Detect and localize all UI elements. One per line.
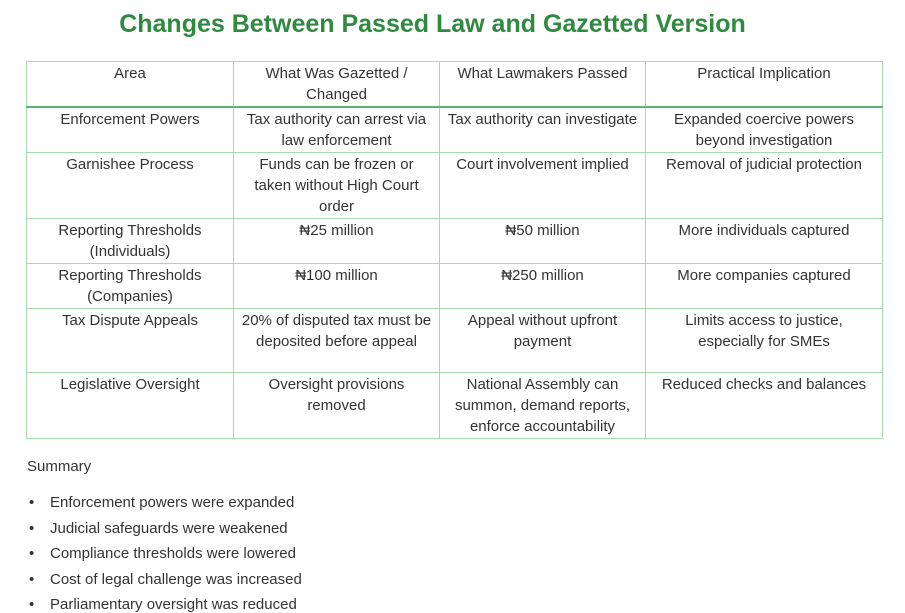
summary-item-text: Judicial safeguards were weakened [50,519,288,537]
bullet-icon: • [29,519,35,537]
table-row [27,107,883,153]
summary-item-text: Compliance thresholds were lowered [50,545,296,562]
summary-item-text: Parliamentary oversight was reduced [50,596,297,613]
list-item [27,516,527,542]
table-row [27,264,883,309]
cell-area: Legislative Oversight [27,373,234,439]
cell-gazetted: Oversight provisions removed [234,373,440,439]
cell-passed: National Assembly can summon, demand reports, enforce accountability [440,373,646,439]
cell-area: Garnishee Process [27,153,234,219]
summary-item-text: Enforcement powers were expanded [50,494,295,511]
cell-gazetted: 20% of disputed tax must be deposited before appeal [234,309,440,373]
cell-implication: Removal of judicial protection [646,153,883,219]
table-header-row [27,62,883,108]
header-implication: Practical Implication [646,62,883,108]
cell-area: Tax Dispute Appeals [27,309,234,373]
page-title: Changes Between Passed Law and Gazetted Version [119,9,746,38]
list-item [27,567,527,593]
cell-implication: More individuals captured [646,219,883,264]
cell-area: Enforcement Powers [27,107,234,153]
cell-passed: ₦50 million [440,219,646,264]
cell-gazetted: Funds can be frozen or taken without High Court order [234,153,440,219]
bullet-icon: • [29,494,35,511]
summary-heading: Summary [27,458,92,475]
table-row [27,309,883,373]
cell-passed: ₦250 million [440,264,646,309]
cell-gazetted: ₦25 million [234,219,440,264]
list-item [27,490,527,516]
table-row [27,373,883,439]
cell-area: Reporting Thresholds (Companies) [27,264,234,309]
summary-item-text: Cost of legal challenge was increased [50,570,302,588]
header-passed: What Lawmakers Passed [440,62,646,108]
cell-area: Reporting Thresholds (Individuals) [27,219,234,264]
cell-passed: Appeal without upfront payment [440,309,646,373]
cell-gazetted: ₦100 million [234,264,440,309]
cell-implication: Expanded coercive powers beyond investigation [646,107,883,153]
cell-passed: Court involvement implied [440,153,646,219]
header-gazetted: What Was Gazetted / Changed [234,62,440,108]
header-area: Area [27,62,234,108]
bullet-icon: • [29,596,35,613]
bullet-icon: • [29,570,35,588]
cell-implication: Limits access to justice, especially for SMEs [646,309,883,373]
cell-implication: Reduced checks and balances [646,373,883,439]
cell-passed: Tax authority can investigate [440,107,646,153]
list-item [27,541,527,567]
cell-implication: More companies captured [646,264,883,309]
table-row [27,219,883,264]
comparison-table [26,61,883,439]
list-item [27,592,527,613]
bullet-icon: • [29,545,35,562]
summary-list [27,490,527,613]
table-row [27,153,883,219]
cell-gazetted: Tax authority can arrest via law enforcement [234,107,440,153]
